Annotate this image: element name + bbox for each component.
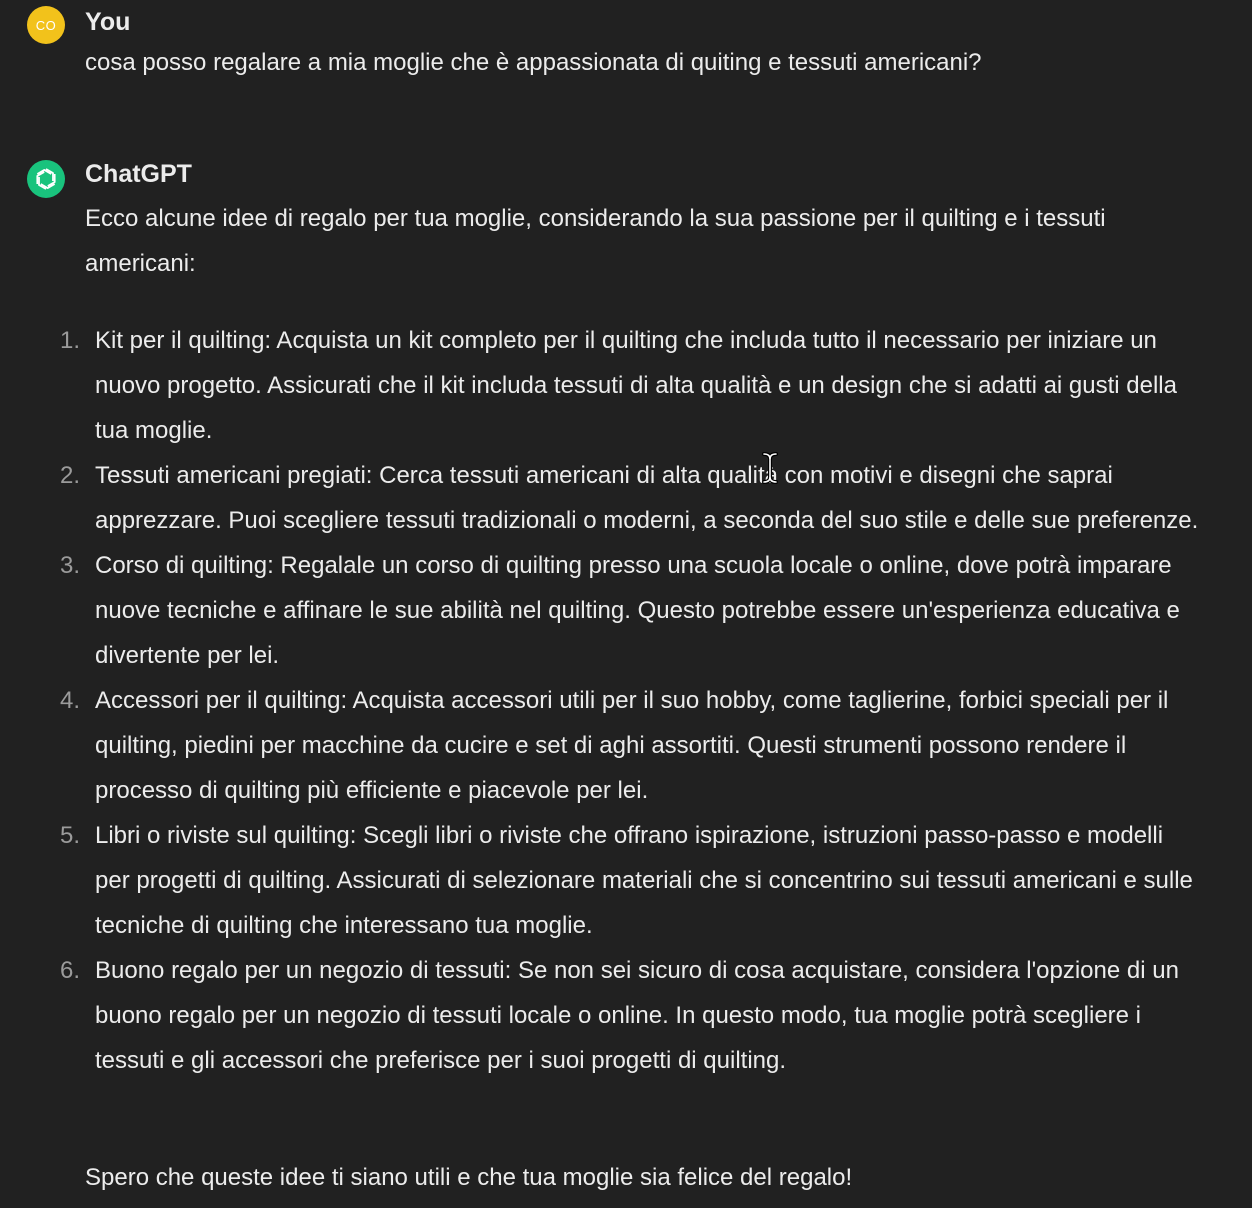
assistant-author-name: ChatGPT <box>85 160 192 188</box>
list-item <box>0 543 1200 678</box>
list-item-text: Accessori per il quilting: Acquista accessori utili per il suo hobby, come taglierine, forbici speciali per il quilting, piedini per macchine da cucire e set di aghi assortiti. Questi strumenti possono rendere il processo di quilting più efficiente e piacevole per lei. <box>95 687 1169 804</box>
list-item-text: Libri o riviste sul quilting: Scegli libri o riviste che offrano ispirazione, istruzioni passo-passo e modelli per progetti di quilting. Assicurati di selezionare materiali che si concentrino sui tessuti americani e sulle tecniche di quilting che interessano tua moglie. <box>95 822 1193 939</box>
openai-logo-icon <box>33 166 59 192</box>
list-item-text: Buono regalo per un negozio di tessuti: Se non sei sicuro di cosa acquistare, considera l'opzione di un buono regalo per un negozio di tessuti locale o online. In questo modo, tua moglie potrà scegliere i tessuti e gli accessori che preferisce per i suoi progetti di quilting. <box>95 957 1179 1074</box>
list-item-number: 5. <box>60 822 81 849</box>
list-item <box>0 813 1200 948</box>
list-item <box>0 678 1200 813</box>
user-avatar-initials: CO <box>35 17 57 33</box>
text-cursor-icon <box>761 451 779 485</box>
list-item <box>0 948 1200 1083</box>
list-item-number: 1. <box>60 327 81 354</box>
assistant-intro: Ecco alcune idee di regalo per tua moglie, considerando la sua passione per il quilting e i tessuti americani: <box>85 205 1106 277</box>
assistant-avatar <box>27 160 65 198</box>
list-item-number: 6. <box>60 957 81 984</box>
list-item-text: Corso di quilting: Regalale un corso di quilting presso una scuola locale o online, dove potrà imparare nuove tecniche e affinare le sue abilità nel quilting. Questo potrebbe essere un'esperienza educativa e divertente per lei. <box>95 552 1180 669</box>
list-item-number: 2. <box>60 462 81 489</box>
list-item-text: Kit per il quilting: Acquista un kit completo per il quilting che includa tutto il necessario per iniziare un nuovo progetto. Assicurati che il kit includa tessuti di alta qualità e un design che si adatti ai gusti della tua moglie. <box>95 327 1177 444</box>
list-item <box>0 453 1200 543</box>
list-item-number: 3. <box>60 552 81 579</box>
assistant-outro: Spero che queste idee ti siano utili e che tua moglie sia felice del regalo! <box>85 1164 853 1191</box>
user-message: cosa posso regalare a mia moglie che è appassionata di quiting e tessuti americani? <box>85 49 982 76</box>
list-item <box>0 318 1200 453</box>
gift-ideas-list <box>0 318 1200 1083</box>
list-item-number: 4. <box>60 687 81 714</box>
user-author-name: You <box>85 8 131 36</box>
list-item-text: Tessuti americani pregiati: Cerca tessuti americani di alta qualità con motivi e disegni che saprai apprezzare. Puoi scegliere tessuti tradizionali o moderni, a seconda del suo stile e delle sue preferenze. <box>95 462 1199 534</box>
user-avatar <box>27 6 65 44</box>
